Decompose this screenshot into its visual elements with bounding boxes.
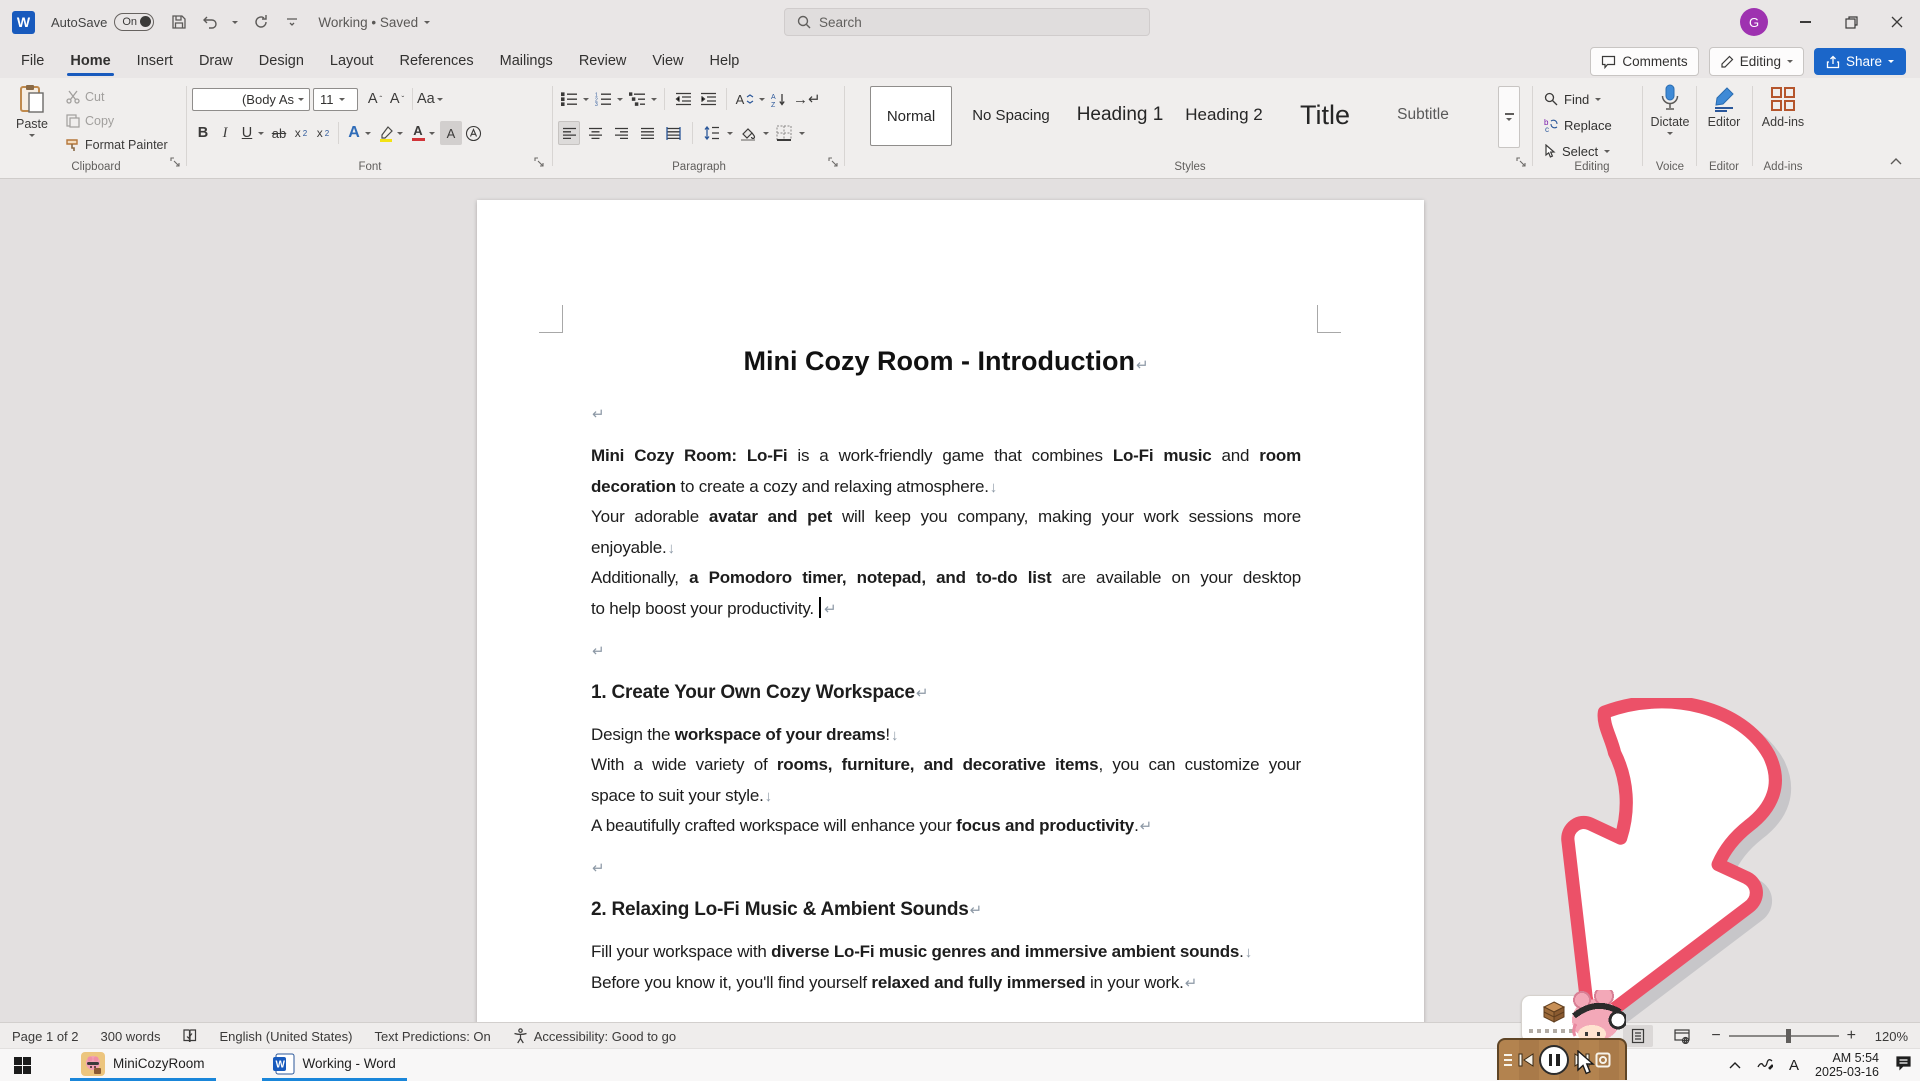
increase-indent-button[interactable] (697, 87, 719, 111)
select-icon (1544, 144, 1556, 158)
word-app-icon[interactable]: W (12, 11, 35, 34)
tab-review[interactable]: Review (578, 53, 627, 69)
zoom-slider[interactable] (1711, 1027, 1856, 1045)
paste-button[interactable]: Paste (16, 84, 48, 137)
enclose-characters-icon (465, 125, 482, 142)
select-dropdown-icon (1604, 150, 1610, 153)
comments-button[interactable]: Comments (1590, 47, 1698, 76)
tab-layout[interactable]: Layout (329, 53, 374, 69)
doc-heading[interactable]: 2. Relaxing Lo-Fi Music & Ambient Sounds↵ (591, 899, 983, 920)
doc-empty-paragraph[interactable]: ↵ (592, 860, 605, 877)
sort-button[interactable] (768, 87, 790, 111)
doc-status-dropdown-icon (424, 21, 430, 24)
proofing-icon[interactable] (182, 1028, 197, 1044)
copy-button[interactable]: Copy (64, 112, 168, 129)
editing-group-label: Editing (1574, 161, 1610, 173)
justify-button[interactable] (636, 121, 658, 145)
highlight-dropdown-icon[interactable] (397, 132, 403, 135)
change-case-dropdown-icon (437, 98, 443, 101)
replace-button[interactable]: b c Replace (1544, 117, 1612, 133)
find-button[interactable]: Find (1544, 86, 1612, 112)
svg-text:c: c (1545, 125, 1549, 132)
font-group (192, 82, 548, 176)
style-subtitle[interactable]: Subtitle (1397, 106, 1449, 123)
editor-group (1698, 82, 1750, 176)
titlebar (0, 0, 1920, 44)
font-group-label: Font (358, 161, 382, 173)
font-dialog-launcher[interactable] (534, 154, 544, 172)
taskbar-app-minicozyroom[interactable]: MiniCozyRoom (70, 1049, 216, 1081)
tab-mailings[interactable]: Mailings (499, 53, 553, 69)
svg-text:3: 3 (594, 102, 598, 106)
ink-workspace-icon[interactable] (1757, 1056, 1773, 1075)
font-size-dropdown-icon (339, 98, 345, 101)
doc-title[interactable]: Mini Cozy Room - Introduction↵ (743, 346, 1149, 376)
system-tray (1729, 1049, 1912, 1081)
svg-text:1: 1 (594, 92, 598, 99)
doc-empty-paragraph[interactable]: ↵ (592, 642, 605, 660)
asian-layout-button[interactable]: A (734, 87, 756, 111)
styles-more-button[interactable] (1498, 86, 1520, 148)
multilevel-dropdown-icon[interactable] (651, 98, 657, 101)
minicozyroom-app-icon (81, 1052, 105, 1076)
word-taskbar-icon (273, 1053, 295, 1075)
tab-references[interactable]: References (399, 53, 474, 69)
paste-icon (19, 84, 45, 114)
cut-icon (64, 88, 81, 105)
superscript-button[interactable]: x 2 (316, 126, 330, 140)
svg-text:2: 2 (594, 97, 598, 104)
find-dropdown-icon (1595, 98, 1601, 101)
numbering-button[interactable] (592, 87, 614, 111)
doc-heading[interactable]: 1. Create Your Own Cozy Workspace↵ (591, 681, 929, 703)
mouse-cursor (1576, 1050, 1598, 1076)
bullets-dropdown-icon[interactable] (583, 98, 589, 101)
editor-button[interactable]: Editor (1698, 86, 1750, 129)
style-heading-1[interactable]: Heading 1 (1076, 104, 1164, 125)
styles-dialog-launcher[interactable] (1516, 154, 1526, 172)
editor-group-label: Editor (1708, 161, 1740, 173)
collapse-ribbon-icon[interactable] (1890, 152, 1902, 170)
comment-icon (1601, 55, 1616, 69)
highlight-color-button[interactable] (375, 121, 397, 145)
clipboard-group-label: Clipboard (71, 161, 121, 173)
media-player-widget (1497, 1038, 1627, 1080)
autosave-label: AutoSave (51, 14, 108, 30)
editing-group (1544, 82, 1640, 176)
paragraph-group (558, 82, 840, 176)
numbering-dropdown-icon[interactable] (617, 98, 623, 101)
italic-button[interactable]: I (222, 124, 228, 141)
toggle-knob-icon (140, 16, 151, 27)
enclose-characters-button[interactable] (462, 121, 484, 145)
shading-button[interactable] (737, 121, 759, 145)
paste-dropdown-icon (29, 134, 35, 137)
subscript-button[interactable]: x 2 (294, 126, 308, 140)
paragraph-group-label: Paragraph (672, 161, 726, 173)
show-marks-button[interactable]: →↵ (793, 91, 821, 108)
redo-button[interactable] (252, 14, 269, 31)
zoom-level[interactable]: 120% (1874, 1028, 1908, 1044)
asian-layout-dropdown-icon[interactable] (759, 98, 765, 101)
previous-track-button[interactable] (1518, 1053, 1534, 1067)
line-spacing-dropdown-icon[interactable] (727, 132, 733, 135)
underline-button[interactable]: U (241, 125, 253, 141)
font-color-button[interactable]: A (407, 121, 429, 145)
zoom-out-icon[interactable]: − (1711, 1027, 1721, 1044)
quick-access-toolbar (170, 14, 300, 31)
windows-logo-icon (14, 1057, 31, 1074)
voice-group-label: Voice (1655, 161, 1685, 173)
save-icon[interactable] (170, 14, 187, 31)
bullets-button[interactable] (558, 87, 580, 111)
tab-help[interactable]: Help (709, 53, 740, 69)
text-predictions-status[interactable]: Text Predictions: On (374, 1028, 491, 1044)
ime-indicator[interactable]: A (1789, 1056, 1800, 1074)
clipboard-dialog-launcher[interactable] (170, 154, 180, 172)
search-placeholder: Search (819, 14, 862, 30)
share-icon (1826, 55, 1840, 69)
print-layout-button[interactable] (1623, 1025, 1653, 1047)
margin-mark-right (1317, 305, 1341, 333)
tab-design[interactable]: Design (258, 53, 304, 69)
web-layout-button[interactable] (1667, 1025, 1697, 1047)
ribbon-tab-row (0, 44, 1920, 78)
voice-group (1646, 82, 1694, 176)
customize-qat-icon[interactable] (283, 14, 300, 31)
text-cursor (819, 597, 821, 618)
distribute-button[interactable] (662, 121, 684, 145)
format-painter-icon (64, 136, 81, 153)
editing-dropdown-icon (1787, 60, 1793, 63)
replace-icon (1544, 118, 1558, 132)
align-center-button[interactable] (584, 121, 606, 145)
highlight-icon (378, 125, 394, 142)
tab-view[interactable]: View (652, 53, 684, 69)
change-case-button[interactable]: Aa (417, 87, 443, 111)
font-color-dropdown-icon[interactable] (429, 132, 435, 135)
font-name-select[interactable]: (Body As (192, 88, 310, 111)
share-dropdown-icon (1888, 60, 1894, 63)
svg-text:A: A (771, 93, 776, 101)
ribbon (0, 78, 1920, 179)
margin-mark-left (539, 305, 563, 333)
addins-group-label: Add-ins (1763, 161, 1803, 173)
copy-icon (64, 112, 81, 129)
style-title[interactable]: Title (1299, 99, 1350, 130)
multilevel-list-button[interactable] (626, 87, 648, 111)
svg-text:W: W (275, 1059, 285, 1070)
document-page[interactable] (477, 200, 1424, 1022)
undo-button[interactable] (201, 14, 218, 31)
hidden-icons-chevron[interactable] (1729, 1056, 1741, 1074)
style-no-spacing[interactable]: No Spacing (972, 106, 1050, 124)
align-right-button[interactable] (610, 121, 632, 145)
line-spacing-button[interactable] (701, 121, 723, 145)
start-button[interactable] (0, 1049, 44, 1081)
autosave-toggle[interactable] (114, 13, 154, 31)
font-size-select[interactable]: 11 (313, 88, 358, 111)
svg-text:b: b (1544, 118, 1549, 127)
editing-mode-button[interactable]: Editing (1709, 47, 1804, 76)
undo-dropdown-icon[interactable] (232, 21, 238, 24)
autosave-state: On (122, 16, 138, 28)
doc-paragraph[interactable]: Fill your workspace with diverse Lo-Fi music genres and immersive ambient sounds.↓ Before you know it, you'll find yourself relaxed and fully immersed in your work.↵ (591, 942, 1253, 992)
microphone-icon (1659, 84, 1681, 112)
zoom-slider-thumb[interactable] (1786, 1029, 1791, 1043)
taskbar-clock[interactable]: AM 5:54 2025-03-16 (1815, 1051, 1879, 1079)
styles-group-label: Styles (1174, 161, 1206, 173)
find-icon (1544, 92, 1558, 106)
borders-dropdown-icon[interactable] (799, 132, 805, 135)
doc-status-text: Working • Saved (318, 14, 419, 30)
minimize-button[interactable] (1782, 0, 1828, 44)
accessibility-icon (513, 1028, 528, 1044)
align-left-button[interactable] (558, 121, 580, 145)
language-status[interactable]: English (United States) (219, 1028, 353, 1044)
doc-paragraph[interactable]: Mini Cozy Room: Lo-Fi is a work-friendly game that combines Lo-Fi music and room decoration to create a cozy and relaxing atmosphere.↓ Your adorable avatar and pet will keep you company, making your work sessions more enjoyable.↓ Additionally, a Pomodoro timer, notepad, and to-do list are available on your desktop to help boost your productivity. ↵ (591, 446, 1301, 618)
addins-icon (1770, 86, 1796, 112)
dictate-dropdown-icon (1667, 132, 1673, 135)
accessibility-status[interactable]: Accessibility: Good to go (513, 1028, 676, 1044)
share-button[interactable]: Share (1814, 48, 1906, 75)
taskbar-app-word[interactable]: W Working - Word (262, 1049, 407, 1081)
styles-group (848, 82, 1532, 176)
shading-dropdown-icon[interactable] (763, 132, 769, 135)
text-effects-button[interactable]: A (348, 124, 360, 141)
pause-button[interactable] (1539, 1045, 1569, 1075)
document-canvas (0, 179, 1920, 1022)
dictate-button[interactable]: Dictate (1646, 84, 1694, 135)
tab-file[interactable]: File (21, 53, 45, 69)
cut-button[interactable]: Cut (64, 88, 168, 105)
bold-button[interactable]: B (197, 125, 209, 141)
crate-icon (1542, 1000, 1566, 1024)
text-effects-dropdown-icon[interactable] (365, 132, 371, 135)
playlist-icon[interactable] (1503, 1053, 1513, 1067)
autosave-control[interactable] (51, 13, 154, 31)
addins-group (1754, 82, 1812, 176)
style-normal[interactable]: Normal (870, 86, 952, 146)
format-painter-button[interactable]: Format Painter (64, 136, 168, 153)
maximize-button[interactable] (1828, 0, 1874, 44)
paragraph-dialog-launcher[interactable] (828, 154, 838, 172)
notification-center-icon[interactable] (1895, 1055, 1912, 1076)
search-input[interactable] (784, 8, 1150, 36)
taskbar (0, 1048, 1920, 1081)
svg-text:Z: Z (771, 101, 776, 107)
page-count[interactable]: Page 1 of 2 (12, 1028, 79, 1044)
editor-icon (1711, 86, 1737, 112)
account-avatar[interactable]: G (1740, 8, 1768, 36)
tab-insert[interactable]: Insert (136, 53, 173, 69)
font-name-dropdown-icon (298, 98, 304, 101)
document-title[interactable] (318, 15, 430, 30)
word-count[interactable]: 300 words (100, 1028, 161, 1044)
doc-paragraph[interactable]: Design the workspace of your dreams!↓ With a wide variety of rooms, furniture, and decorative items, you can customize your space to suit your style.↓ A beautifully crafted workspace will enhance your focus and productivity.↵ (591, 724, 1301, 835)
select-button[interactable]: Select (1544, 138, 1612, 164)
doc-empty-paragraph[interactable]: ↵ (592, 406, 605, 423)
tab-draw[interactable]: Draw (198, 53, 233, 69)
doc-content (591, 339, 1301, 1010)
decrease-indent-button[interactable] (672, 87, 694, 111)
tab-home[interactable]: Home (57, 44, 123, 78)
status-bar (0, 1022, 1920, 1049)
style-heading-2[interactable]: Heading 2 (1185, 105, 1263, 124)
zoom-in-icon[interactable]: + (1846, 1027, 1856, 1044)
shrink-font-button[interactable]: A ˇ (389, 91, 405, 107)
pencil-icon (1720, 55, 1734, 69)
clipboard-group (8, 82, 184, 176)
grow-font-button[interactable]: A ˆ (367, 91, 383, 107)
character-shading-button[interactable]: A (440, 121, 462, 145)
close-button[interactable] (1874, 0, 1920, 44)
borders-button[interactable] (773, 121, 795, 145)
search-icon (797, 15, 811, 29)
strikethrough-button[interactable]: ab (271, 125, 287, 141)
underline-dropdown-icon[interactable] (258, 132, 264, 135)
addins-button[interactable]: Add-ins (1754, 86, 1812, 129)
